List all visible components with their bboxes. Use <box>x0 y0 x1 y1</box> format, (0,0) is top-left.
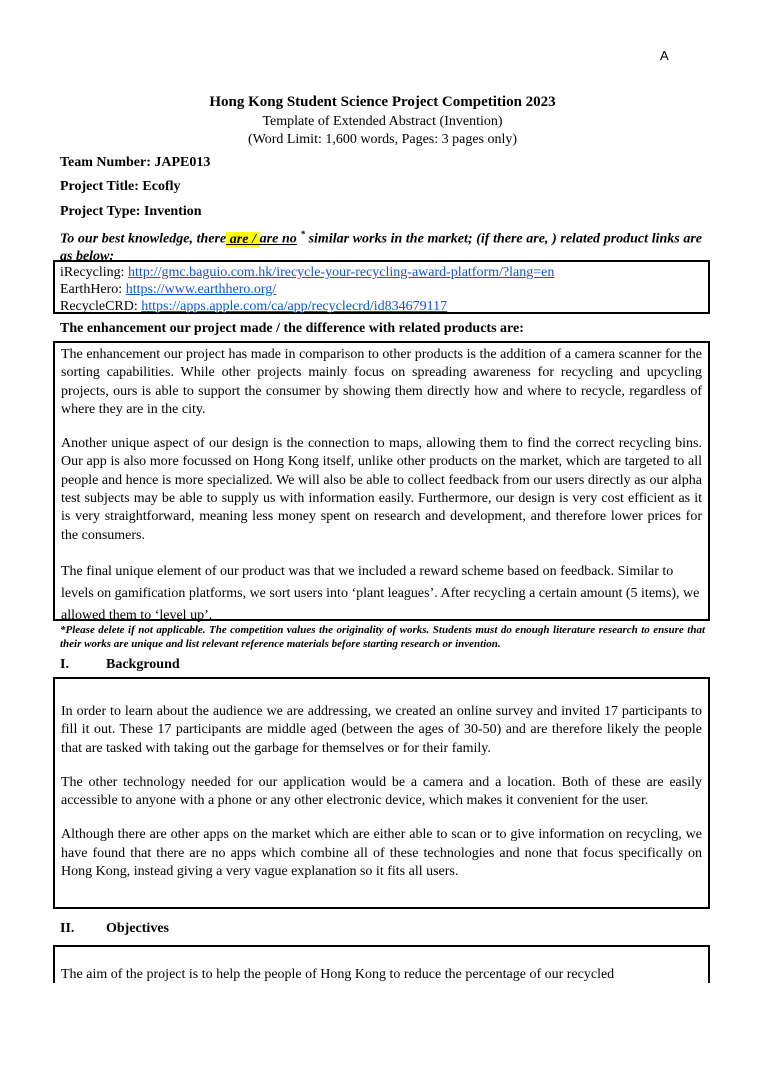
knowledge-are-no: are no <box>259 231 297 247</box>
section-title-background: Background <box>106 657 180 672</box>
knowledge-asterisk: * <box>300 229 305 239</box>
link-irecycling: iRecycling: http://gmc.baguio.com.hk/irecycle-your-recycling-award-platform/?lang=en <box>60 265 555 280</box>
irecycling-link[interactable]: http://gmc.baguio.com.hk/irecycle-your-recycling-award-platform/?lang=en <box>128 265 555 280</box>
earthhero-link[interactable]: https://www.earthhero.org/ <box>125 282 277 297</box>
knowledge-highlight: are / <box>226 231 260 247</box>
knowledge-statement <box>60 226 702 265</box>
project-title: Project Title: Ecofly <box>60 179 181 194</box>
template-subtitle: Template of Extended Abstract (Invention) <box>262 114 503 129</box>
background-paragraph: Although there are other apps on the market which are either able to scan or to give information on recycling, we have found that there are no apps which combine all of these technologies and none that focus specifically on Hong Kong, instead giving a very vague explanation so it fits all users. <box>61 827 702 880</box>
recyclecrd-link[interactable]: https://apps.apple.com/ca/app/recyclecrd/id834679117 <box>141 299 448 314</box>
project-type: Project Type: Invention <box>60 204 202 219</box>
objectives-paragraph: The aim of the project is to help the people of Hong Kong to reduce the percentage of our recycled <box>61 967 615 982</box>
objectives-box <box>53 945 710 983</box>
section-number-background: I. <box>60 657 69 672</box>
team-number: Team Number: JAPE013 <box>60 155 211 170</box>
enhancement-box <box>53 341 710 621</box>
section-title-objectives: Objectives <box>106 921 169 936</box>
background-paragraph: In order to learn about the audience we are addressing, we created an online survey and invited 17 participants to fill it out. These 17 participants are middle aged (between the ages of 30-50) and are therefore likely the people that are tasked with taking out the garbage for themselves or for their family. <box>61 704 702 756</box>
enhancement-paragraph: Another unique aspect of our design is the connection to maps, allowing them to find the correct recycling bins. Our app is also more focussed on Hong Kong itself, unlike other products on the market, which are targeted to all people and hence is more specialized. We will also be able to collect feedback from our users directly as our alpha test subjects may be able to supply us with information easily. Furthermore, our design is very cost efficient as it is very straightforward, meaning less money spent on research and development, and therefore lower prices for the consumers. <box>61 436 702 543</box>
knowledge-rest: similar works in the market <box>304 231 468 247</box>
knowledge-before: To our best knowledge, there <box>60 231 227 247</box>
link-earthhero: EarthHero: https://www.earthhero.org/ <box>60 282 277 297</box>
page-corner-label: A <box>660 48 669 63</box>
knowledge-rest2: ; (if there are, ) related product links are as below: <box>60 231 703 264</box>
enhancement-heading: The enhancement our project made / the difference with related products are: <box>60 321 524 336</box>
document-title: Hong Kong Student Science Project Competition 2023 <box>209 94 556 110</box>
background-paragraph: The other technology needed for our application would be a camera and a location. Both of these are easily accessible to anyone with a phone or any other electronic device, which makes it convenient for the user. <box>61 774 702 809</box>
background-box <box>53 677 710 909</box>
word-limit: (Word Limit: 1,600 words, Pages: 3 pages only) <box>247 132 518 147</box>
section-number-objectives: II. <box>60 921 75 936</box>
related-links-box <box>53 260 710 314</box>
enhancement-paragraph: The enhancement our project has made in comparison to other products is the addition of a camera scanner for the sorting capabilities. While other projects mainly focus on spreading awareness for recycling and upcycling projects, ours is able to support the consumer by showing them directly how and where to recycle, regardless of where they are in the city. <box>61 347 702 417</box>
link-recyclecrd: RecycleCRD: https://apps.apple.com/ca/app/recyclecrd/id834679117 <box>60 299 448 314</box>
originality-note: *Please delete if not applicable. The competition values the originality of works. Students must do enough literature research to ensure that their works are unique and list relevant reference materials before starting research or invention. <box>60 624 705 650</box>
enhancement-paragraph: The final unique element of our product was that we included a reward scheme based on feedback. Similar to levels on gamification platforms, we sort users into ‘plant leagues’. After recycling a certain amount (5 items), we allowed them to ‘level up’. <box>61 563 700 623</box>
